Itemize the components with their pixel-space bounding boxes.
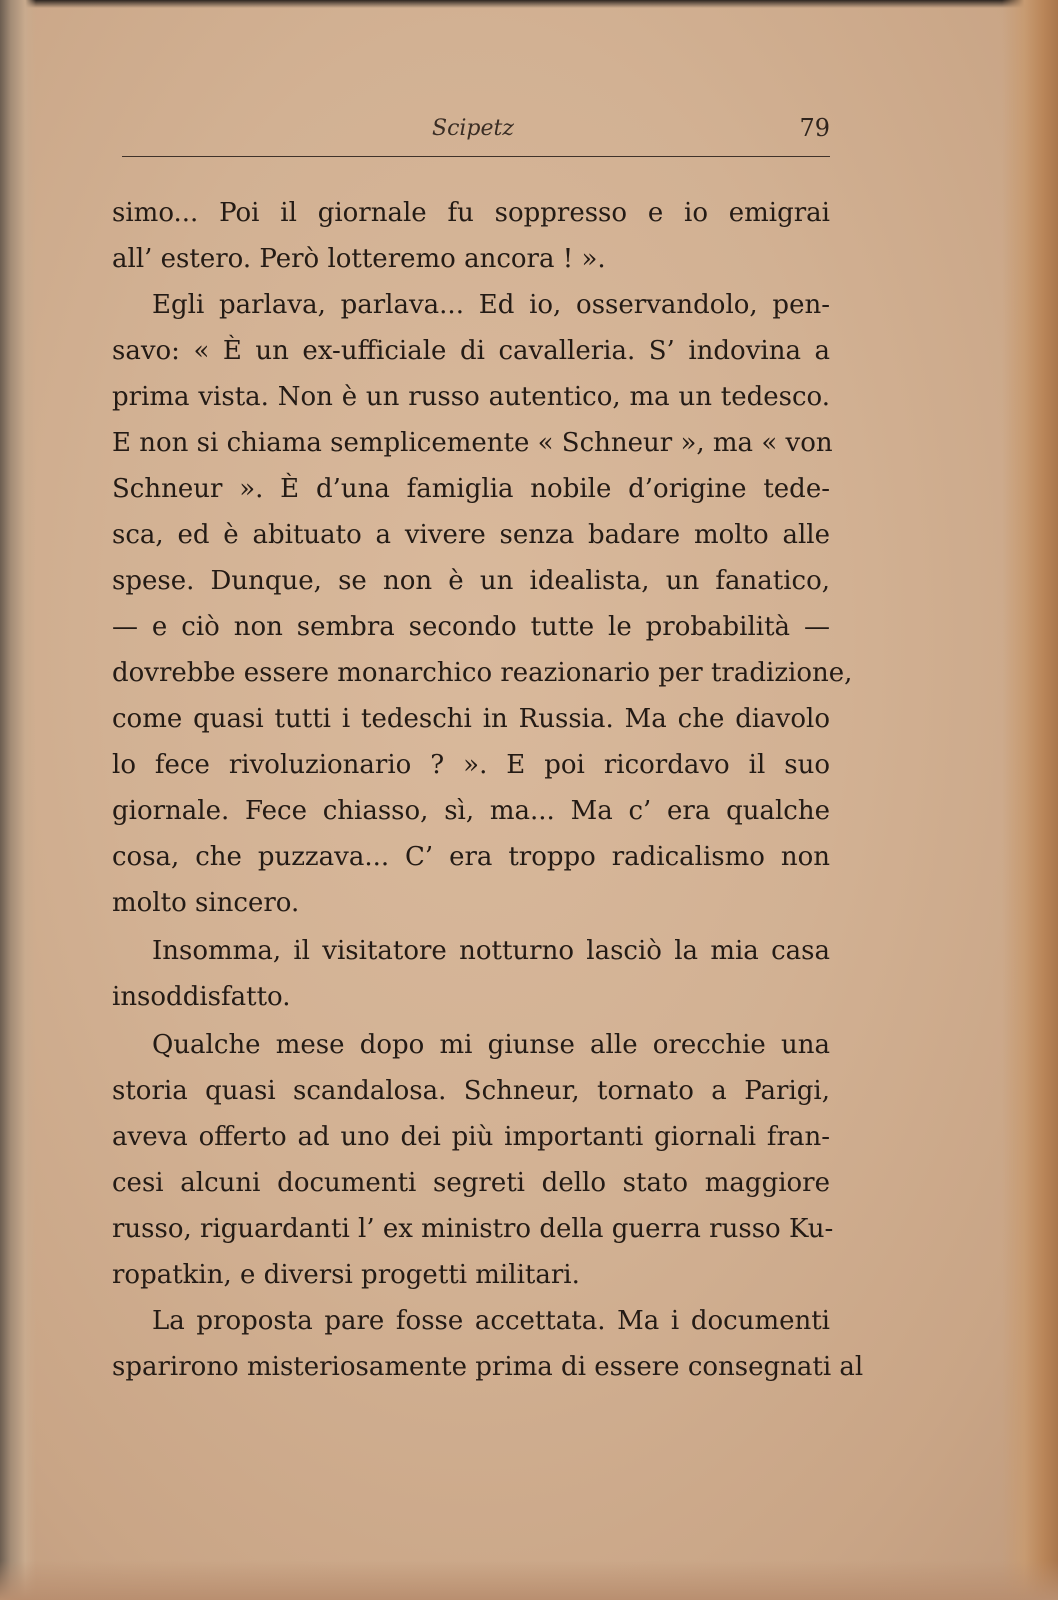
top-edge-shadow bbox=[0, 0, 1058, 8]
text-line: — e ciò non sembra secondo tutte le probabilità — bbox=[112, 612, 830, 642]
body-text bbox=[112, 190, 864, 1390]
bottom-page-edge bbox=[0, 1560, 1058, 1600]
text-line: molto sincero. bbox=[112, 888, 300, 918]
text-line: cosa, che puzzava... C’ era troppo radicalismo non bbox=[112, 842, 830, 872]
text-line: giornale. Fece chiasso, sì, ma... Ma c’ era qualche bbox=[112, 796, 830, 826]
text-line: Qualche mese dopo mi giunse alle orecchie una bbox=[152, 1030, 830, 1060]
text-line: Schneur ». È d’una famiglia nobile d’origine tede- bbox=[112, 474, 830, 504]
text-line: ropatkin, e diversi progetti militari. bbox=[112, 1260, 580, 1290]
text-line: all’ estero. Però lotteremo ancora ! ». bbox=[112, 244, 606, 274]
text-line: E non si chiama semplicemente « Schneur », ma « von bbox=[112, 428, 833, 458]
text-line: dovrebbe essere monarchico reazionario per tradizione, bbox=[112, 658, 853, 688]
page-number: 79 bbox=[799, 114, 830, 142]
text-line: cesi alcuni documenti segreti dello stato maggiore bbox=[112, 1168, 830, 1198]
running-title: Scipetz bbox=[432, 116, 514, 141]
text-line: sca, ed è abituato a vivere senza badare molto alle bbox=[112, 520, 830, 550]
left-page-edge bbox=[0, 0, 36, 1600]
page-header bbox=[122, 110, 830, 150]
right-page-edge bbox=[1002, 0, 1058, 1600]
text-line: come quasi tutti i tedeschi in Russia. Ma che diavolo bbox=[112, 704, 830, 734]
text-line: savo: « È un ex-ufficiale di cavalleria. S’ indovina a bbox=[112, 336, 830, 366]
text-line: insoddisfatto. bbox=[112, 982, 291, 1012]
text-line: La proposta pare fosse accettata. Ma i documenti bbox=[152, 1306, 830, 1336]
text-line: spese. Dunque, se non è un idealista, un fanatico, bbox=[112, 566, 830, 596]
text-line: Insomma, il visitatore notturno lasciò la mia casa bbox=[152, 936, 830, 966]
text-line: prima vista. Non è un russo autentico, ma un tedesco. bbox=[112, 382, 830, 412]
text-line: simo... Poi il giornale fu soppresso e io emigrai bbox=[112, 198, 830, 228]
text-line: sparirono misteriosamente prima di essere consegnati al bbox=[112, 1352, 864, 1382]
text-line: storia quasi scandalosa. Schneur, tornato a Parigi, bbox=[112, 1076, 830, 1106]
text-line: lo fece rivoluzionario ? ». E poi ricordavo il suo bbox=[112, 750, 830, 780]
text-line: russo, riguardanti l’ ex ministro della guerra russo Ku- bbox=[112, 1214, 834, 1244]
text-line: Egli parlava, parlava... Ed io, osservandolo, pen- bbox=[152, 290, 830, 320]
text-line: aveva offerto ad uno dei più importanti giornali fran- bbox=[112, 1122, 830, 1152]
header-rule bbox=[122, 156, 830, 157]
